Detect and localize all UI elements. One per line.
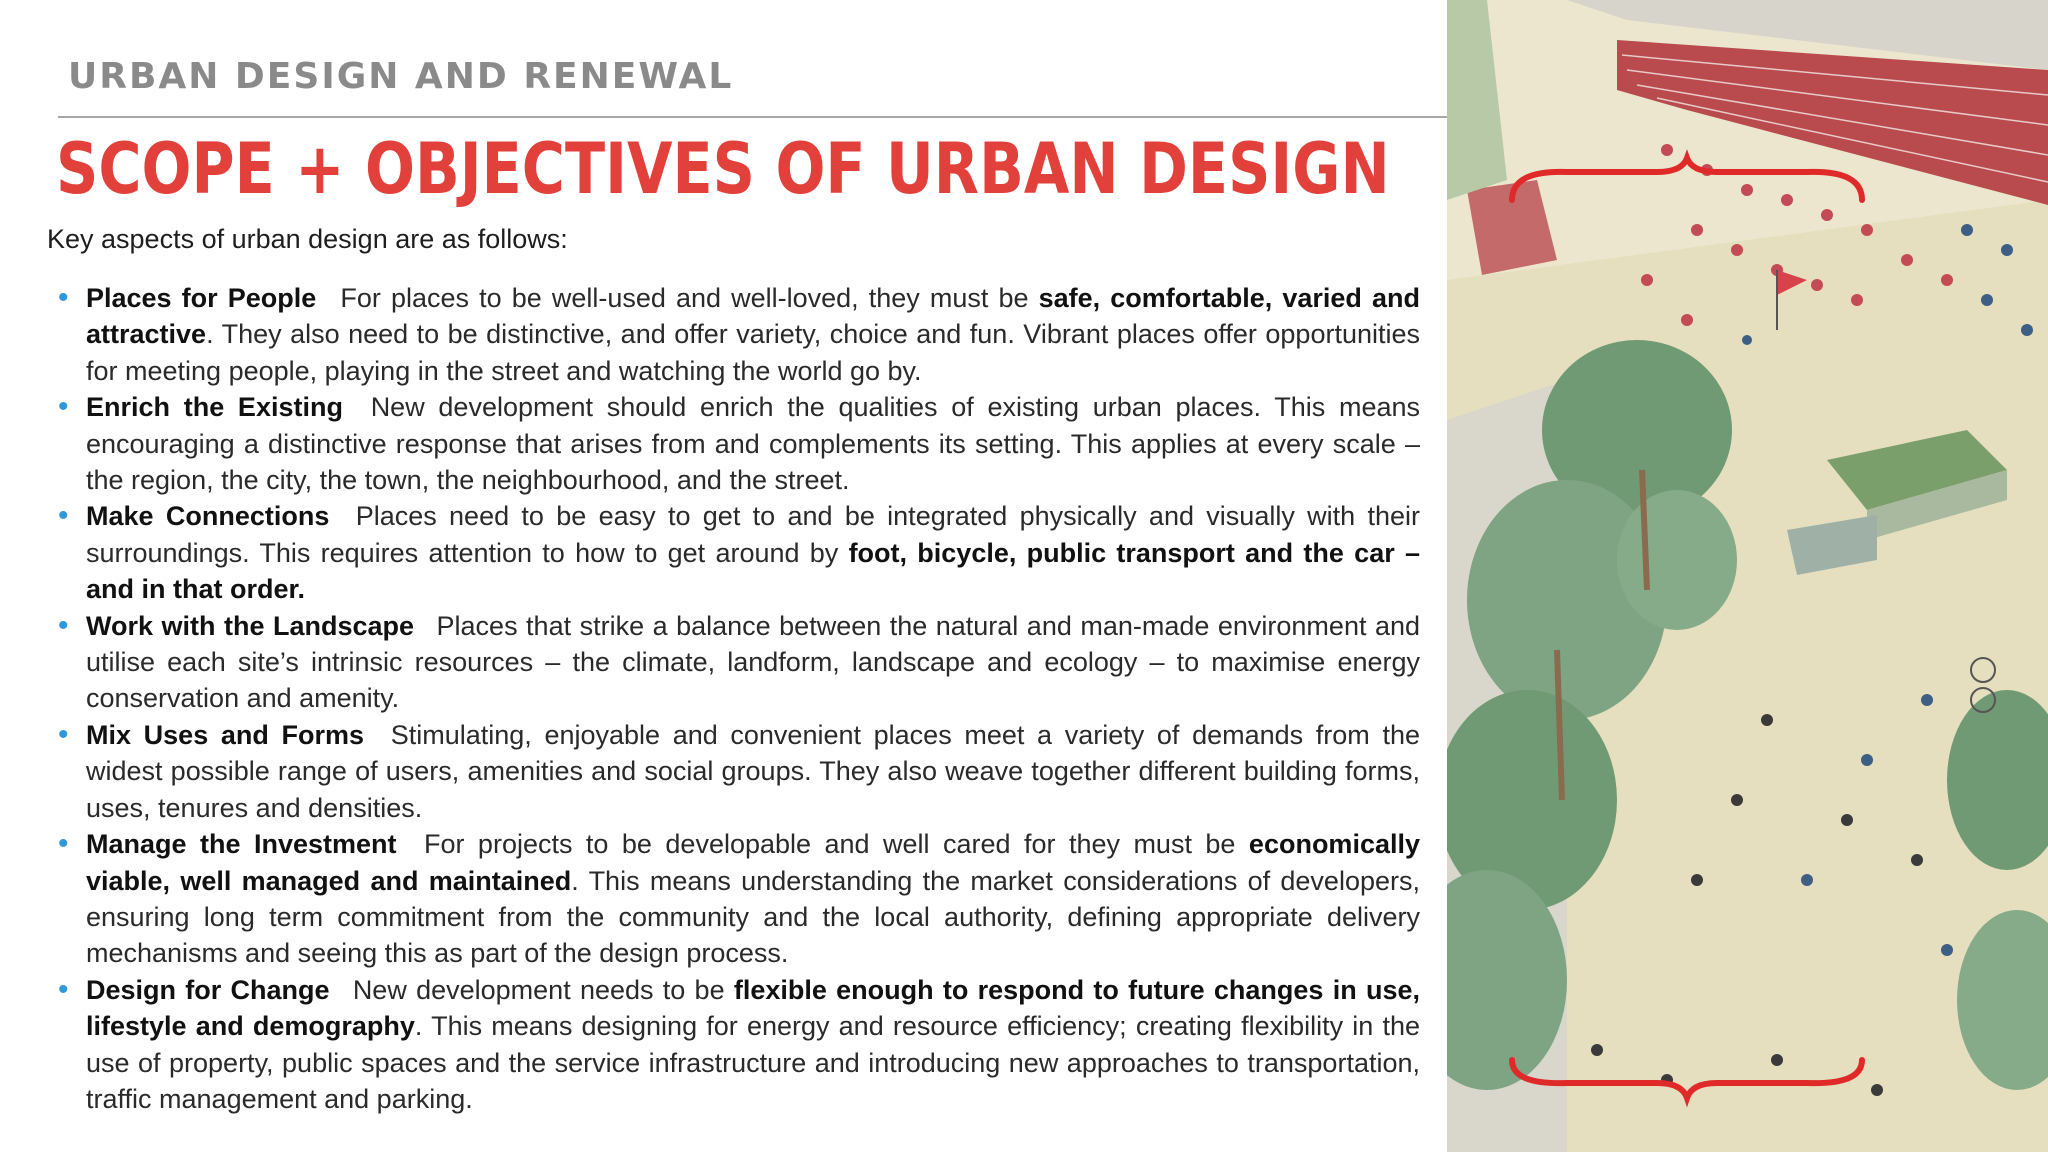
aspects-list	[58, 280, 1420, 1117]
header-divider	[58, 116, 1448, 118]
bullet-icon: •	[58, 827, 69, 861]
list-item-manage-the-investment	[58, 826, 1420, 972]
bullet-icon: •	[58, 717, 69, 751]
item-text: For projects to be developable and well cared for they must be	[423, 829, 1249, 860]
item-text: New development should enrich the qualities of existing urban places. This means encouraging a distinctive response that arises from and complements its setting. This applies at every scale – the region, the city, the town, the neighbourhood, and the street.	[86, 392, 1421, 496]
item-text-cont: . They also need to be distinctive, and offer variety, choice and fun. Vibrant places offer opportunities for meeting people, playing in the street and watching the world go by.	[86, 319, 1420, 386]
item-term: Design for Change	[86, 974, 330, 1005]
item-term: Make Connections	[86, 501, 330, 532]
item-term: Enrich the Existing	[86, 392, 343, 423]
item-emphasis: safe, comfortable, varied and attractive	[86, 283, 1420, 350]
item-text-cont: . This means understanding the market considerations of developers, ensuring long term commitment from the community and the local authority, defining appropriate delivery mechanisms and seeing this as part of the design process.	[86, 865, 1420, 969]
section-title: URBAN DESIGN AND RENEWAL	[68, 56, 734, 97]
item-text: Places that strike a balance between the natural and man-made environment and utilise each site’s intrinsic resources – the climate, landform, landscape and ecology – to maximise energy conservation and amenity.	[86, 610, 1420, 714]
bullet-icon: •	[58, 972, 69, 1006]
item-text: New development needs to be	[352, 974, 734, 1005]
list-item-design-for-change	[58, 972, 1420, 1118]
list-item-enrich-the-existing	[58, 389, 1420, 498]
item-emphasis: economically viable, well managed and maintained	[86, 829, 1420, 896]
item-text: For places to be well-used and well-loved, they must be	[340, 283, 1039, 313]
item-text: Places need to be easy to get to and be integrated physically and visually with their surroundings. This requires attention to how to get around by	[86, 501, 1420, 568]
list-item-places-for-people	[58, 280, 1420, 389]
bullet-icon: •	[58, 499, 69, 533]
item-term: Mix Uses and Forms	[86, 719, 365, 750]
item-term: Places for People	[86, 283, 317, 313]
bullet-icon: •	[58, 281, 69, 314]
item-term: Manage the Investment	[86, 829, 397, 860]
list-item-make-connections	[58, 498, 1420, 607]
item-emphasis: foot, bicycle, public transport and the car – and in that order.	[86, 537, 1420, 605]
item-term: Work with the Landscape	[86, 610, 415, 641]
bullet-icon: •	[58, 390, 69, 424]
bullet-icon: •	[58, 608, 69, 642]
item-text: Stimulating, enjoyable and convenient places meet a variety of demands from the widest possible range of users, amenities and social groups. They also weave together different building forms, uses, tenures and densities.	[86, 719, 1420, 823]
illustration-svg	[1447, 0, 2048, 1152]
list-item-work-with-the-landscape	[58, 608, 1420, 717]
intro-text: Key aspects of urban design are as follows:	[47, 224, 568, 254]
item-text-cont: . This means designing for energy and resource efficiency; creating flexibility in the use of property, public spaces and the service infrastructure and introducing new approaches to transportation, traffic management and parking.	[86, 1011, 1420, 1114]
aerial-plaza-illustration	[1447, 0, 2048, 1152]
main-title: SCOPE + OBJECTIVES OF URBAN DESIGN	[56, 128, 1390, 210]
item-emphasis: flexible enough to respond to future changes in use, lifestyle and demography	[86, 974, 1420, 1042]
list-item-mix-uses-and-forms	[58, 717, 1420, 826]
